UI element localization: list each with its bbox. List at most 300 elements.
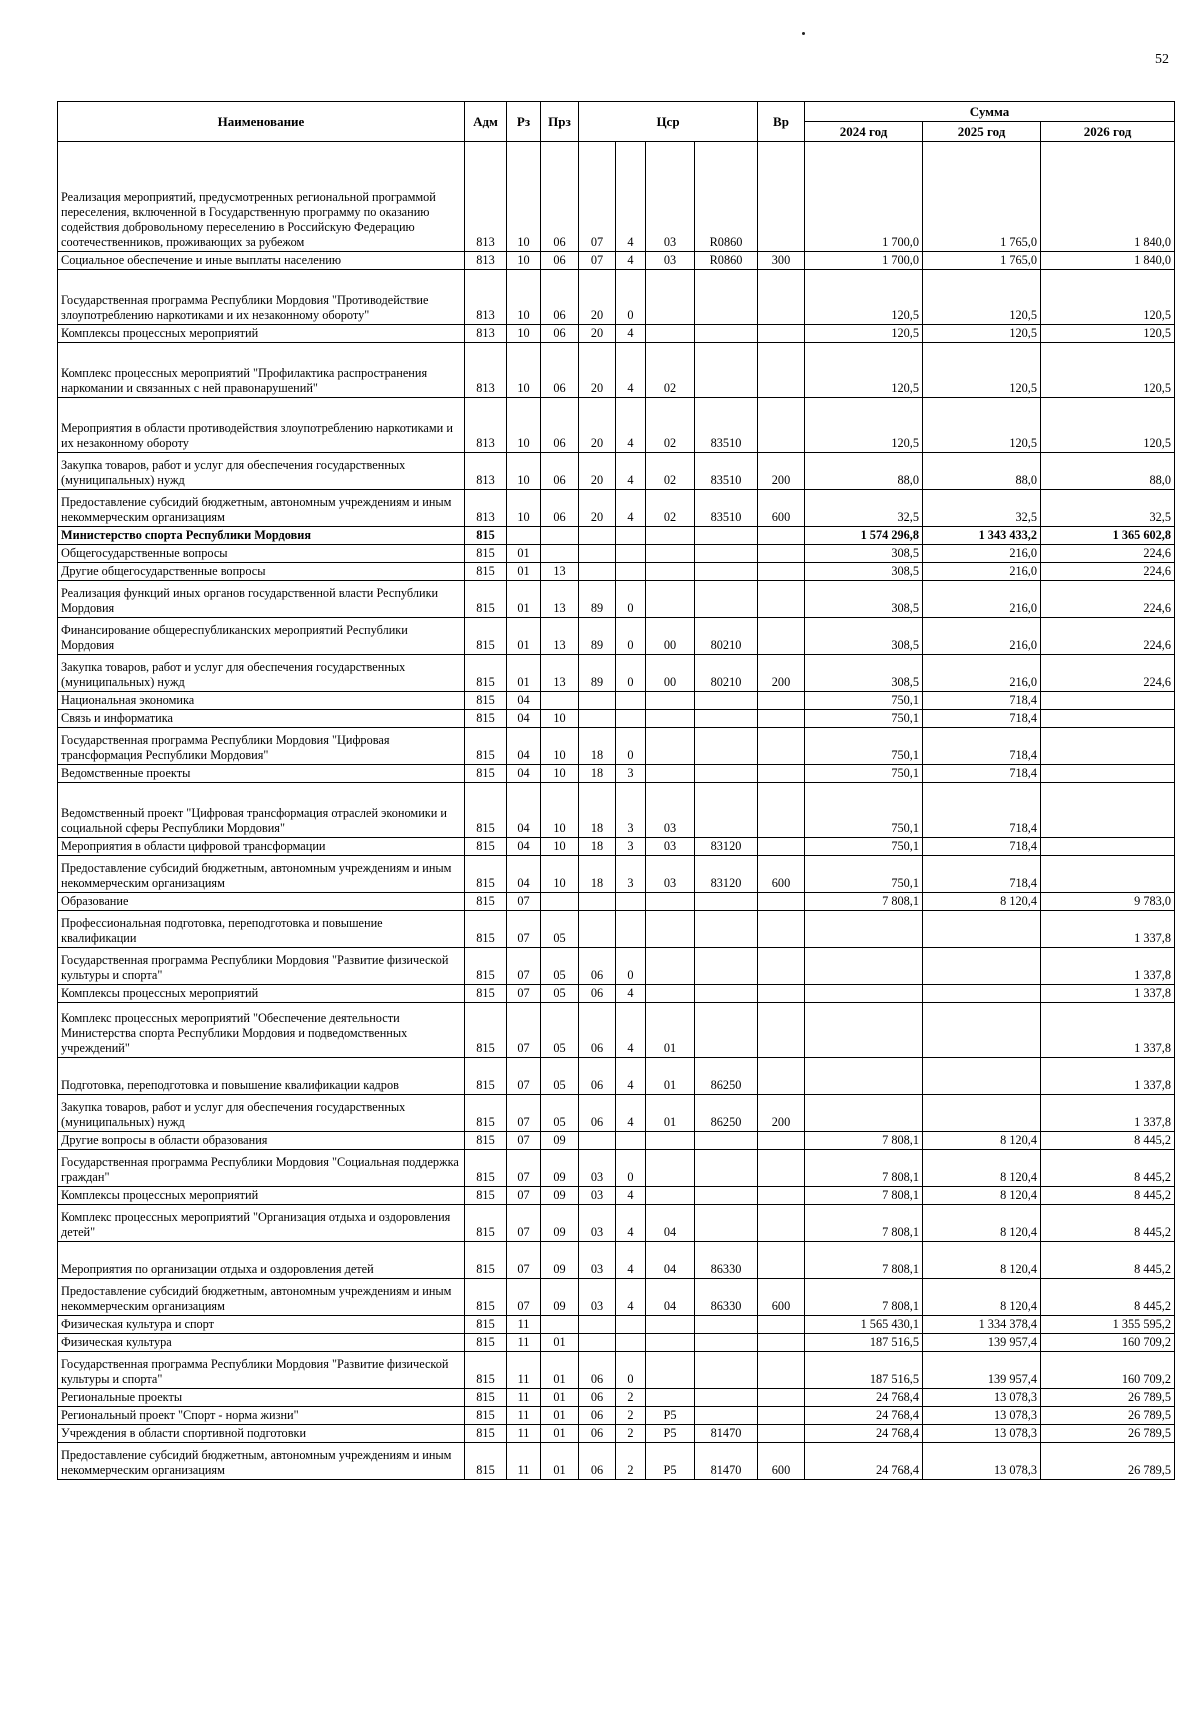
row-sum-2026: 26 789,5 <box>1041 1425 1175 1443</box>
row-sum-2025: 13 078,3 <box>923 1407 1041 1425</box>
row-prz: 06 <box>541 252 579 270</box>
table-row <box>58 1334 1175 1352</box>
row-sum-2024 <box>805 948 923 985</box>
row-sum-2025: 1 334 378,4 <box>923 1316 1041 1334</box>
row-rz: 01 <box>507 545 541 563</box>
row-csr-type: 3 <box>616 765 646 783</box>
row-csr-program <box>579 692 616 710</box>
row-csr-direction <box>695 563 758 581</box>
row-csr-program: 03 <box>579 1150 616 1187</box>
row-sum-2024: 750,1 <box>805 765 923 783</box>
row-csr-direction: 86250 <box>695 1058 758 1095</box>
row-csr-program: 20 <box>579 270 616 325</box>
row-adm: 815 <box>465 1425 507 1443</box>
row-csr-program: 06 <box>579 1095 616 1132</box>
row-csr-structure: P5 <box>646 1443 695 1480</box>
table-row <box>58 398 1175 453</box>
table-row <box>58 1407 1175 1425</box>
row-name: Финансирование общереспубликанских мероприятий Республики Мордовия <box>58 618 465 655</box>
row-sum-2026 <box>1041 856 1175 893</box>
row-vr: 600 <box>758 856 805 893</box>
row-name: Комплексы процессных мероприятий <box>58 1187 465 1205</box>
row-adm: 815 <box>465 1242 507 1279</box>
row-csr-direction <box>695 527 758 545</box>
row-sum-2025: 88,0 <box>923 453 1041 490</box>
row-csr-structure <box>646 1389 695 1407</box>
table-row <box>58 142 1175 252</box>
row-csr-structure: 03 <box>646 142 695 252</box>
row-sum-2026: 120,5 <box>1041 325 1175 343</box>
row-prz: 09 <box>541 1132 579 1150</box>
row-name: Национальная экономика <box>58 692 465 710</box>
row-sum-2024: 308,5 <box>805 545 923 563</box>
table-row <box>58 655 1175 692</box>
row-adm: 815 <box>465 1389 507 1407</box>
row-prz: 05 <box>541 911 579 948</box>
row-csr-structure <box>646 1150 695 1187</box>
row-csr-type: 4 <box>616 1058 646 1095</box>
table-row <box>58 270 1175 325</box>
row-sum-2024: 120,5 <box>805 398 923 453</box>
row-csr-type: 2 <box>616 1443 646 1480</box>
row-adm: 815 <box>465 893 507 911</box>
row-adm: 815 <box>465 1352 507 1389</box>
row-csr-direction <box>695 783 758 838</box>
row-csr-program: 03 <box>579 1187 616 1205</box>
row-sum-2024: 750,1 <box>805 838 923 856</box>
row-rz: 07 <box>507 1205 541 1242</box>
row-csr-structure <box>646 985 695 1003</box>
table-row <box>58 710 1175 728</box>
row-csr-type: 4 <box>616 1242 646 1279</box>
row-csr-program <box>579 893 616 911</box>
table-row <box>58 490 1175 527</box>
row-name: Подготовка, переподготовка и повышение квалификации кадров <box>58 1058 465 1095</box>
row-sum-2024: 308,5 <box>805 581 923 618</box>
row-vr <box>758 1187 805 1205</box>
row-csr-program <box>579 563 616 581</box>
row-vr <box>758 545 805 563</box>
row-csr-direction <box>695 1150 758 1187</box>
row-sum-2025: 120,5 <box>923 325 1041 343</box>
row-csr-program <box>579 911 616 948</box>
table-row <box>58 581 1175 618</box>
row-name: Комплексы процессных мероприятий <box>58 985 465 1003</box>
row-csr-type <box>616 1132 646 1150</box>
header-vr: Вр <box>758 102 805 142</box>
row-adm: 813 <box>465 325 507 343</box>
row-prz: 01 <box>541 1334 579 1352</box>
row-sum-2025: 8 120,4 <box>923 893 1041 911</box>
row-sum-2025: 8 120,4 <box>923 1150 1041 1187</box>
row-csr-structure: 03 <box>646 856 695 893</box>
row-sum-2026: 26 789,5 <box>1041 1443 1175 1480</box>
row-sum-2024: 308,5 <box>805 655 923 692</box>
header-sum: Сумма <box>805 102 1175 122</box>
row-sum-2026: 120,5 <box>1041 270 1175 325</box>
row-rz: 10 <box>507 270 541 325</box>
row-csr-direction: 86330 <box>695 1242 758 1279</box>
row-rz: 07 <box>507 1187 541 1205</box>
row-name: Министерство спорта Республики Мордовия <box>58 527 465 545</box>
row-prz: 09 <box>541 1242 579 1279</box>
row-adm: 815 <box>465 1003 507 1058</box>
row-adm: 815 <box>465 1095 507 1132</box>
row-csr-type: 4 <box>616 398 646 453</box>
row-prz: 09 <box>541 1279 579 1316</box>
row-rz: 07 <box>507 1003 541 1058</box>
row-csr-direction <box>695 765 758 783</box>
row-csr-type: 0 <box>616 1352 646 1389</box>
row-rz: 11 <box>507 1407 541 1425</box>
row-csr-direction <box>695 710 758 728</box>
row-csr-program: 07 <box>579 252 616 270</box>
row-csr-program: 06 <box>579 1407 616 1425</box>
row-rz: 07 <box>507 1132 541 1150</box>
row-sum-2026: 1 337,8 <box>1041 911 1175 948</box>
row-csr-type: 4 <box>616 325 646 343</box>
row-csr-direction <box>695 893 758 911</box>
row-name: Мероприятия в области противодействия злоупотреблению наркотиками и их незаконному обороту <box>58 398 465 453</box>
row-csr-structure: 03 <box>646 838 695 856</box>
row-vr <box>758 1316 805 1334</box>
row-csr-direction <box>695 728 758 765</box>
row-adm: 813 <box>465 453 507 490</box>
row-name: Физическая культура <box>58 1334 465 1352</box>
header-csr: Цср <box>579 102 758 142</box>
table-row <box>58 692 1175 710</box>
row-prz <box>541 692 579 710</box>
row-csr-type <box>616 692 646 710</box>
table-body <box>58 142 1175 1480</box>
row-sum-2026: 32,5 <box>1041 490 1175 527</box>
row-sum-2025: 216,0 <box>923 655 1041 692</box>
row-csr-program: 20 <box>579 490 616 527</box>
row-name: Реализация мероприятий, предусмотренных региональной программой переселения, включенной в Государственную программу по оказанию содействия добровольному переселению в Российскую Федерацию соотечественников, проживающих за рубежом <box>58 142 465 252</box>
page-number: 52 <box>1155 52 1169 67</box>
row-sum-2026: 160 709,2 <box>1041 1352 1175 1389</box>
row-sum-2024 <box>805 911 923 948</box>
row-csr-type: 4 <box>616 453 646 490</box>
table-row <box>58 1443 1175 1480</box>
row-prz: 09 <box>541 1205 579 1242</box>
row-vr <box>758 1132 805 1150</box>
row-adm: 815 <box>465 856 507 893</box>
row-adm: 813 <box>465 343 507 398</box>
table-row <box>58 728 1175 765</box>
row-rz: 04 <box>507 838 541 856</box>
row-prz <box>541 893 579 911</box>
table-row <box>58 1352 1175 1389</box>
row-prz: 13 <box>541 618 579 655</box>
row-csr-direction <box>695 325 758 343</box>
row-csr-structure: 04 <box>646 1279 695 1316</box>
row-csr-structure <box>646 1132 695 1150</box>
row-prz <box>541 545 579 563</box>
row-sum-2025 <box>923 1003 1041 1058</box>
row-sum-2026 <box>1041 838 1175 856</box>
row-sum-2026: 1 365 602,8 <box>1041 527 1175 545</box>
row-rz: 10 <box>507 343 541 398</box>
row-name: Ведомственный проект "Цифровая трансформация отраслей экономики и социальной сферы Республики Мордовия" <box>58 783 465 838</box>
row-name: Закупка товаров, работ и услуг для обеспечения государственных (муниципальных) нужд <box>58 1095 465 1132</box>
row-vr <box>758 1425 805 1443</box>
row-adm: 815 <box>465 911 507 948</box>
row-rz <box>507 527 541 545</box>
row-csr-program: 20 <box>579 325 616 343</box>
row-adm: 815 <box>465 618 507 655</box>
table-row <box>58 1150 1175 1187</box>
row-adm: 815 <box>465 710 507 728</box>
row-sum-2025: 718,4 <box>923 838 1041 856</box>
table-row <box>58 1058 1175 1095</box>
row-rz: 07 <box>507 1058 541 1095</box>
row-adm: 815 <box>465 563 507 581</box>
row-csr-structure <box>646 948 695 985</box>
row-csr-structure: 03 <box>646 783 695 838</box>
row-sum-2024: 7 808,1 <box>805 1279 923 1316</box>
row-sum-2024: 24 768,4 <box>805 1389 923 1407</box>
row-sum-2026: 1 840,0 <box>1041 252 1175 270</box>
row-csr-program: 03 <box>579 1242 616 1279</box>
row-sum-2025: 13 078,3 <box>923 1443 1041 1480</box>
row-csr-direction <box>695 692 758 710</box>
row-vr: 200 <box>758 453 805 490</box>
row-sum-2024: 187 516,5 <box>805 1352 923 1389</box>
row-prz: 05 <box>541 1003 579 1058</box>
row-vr <box>758 692 805 710</box>
row-rz: 07 <box>507 948 541 985</box>
table-row <box>58 911 1175 948</box>
row-rz: 04 <box>507 856 541 893</box>
row-sum-2024: 24 768,4 <box>805 1407 923 1425</box>
row-sum-2024: 24 768,4 <box>805 1443 923 1480</box>
row-csr-direction <box>695 1334 758 1352</box>
table-row <box>58 1095 1175 1132</box>
row-csr-program <box>579 527 616 545</box>
row-csr-type: 3 <box>616 838 646 856</box>
row-adm: 815 <box>465 1334 507 1352</box>
row-sum-2025 <box>923 1058 1041 1095</box>
row-sum-2026: 1 337,8 <box>1041 948 1175 985</box>
table-row <box>58 252 1175 270</box>
row-sum-2025: 718,4 <box>923 692 1041 710</box>
row-rz: 01 <box>507 618 541 655</box>
row-sum-2025 <box>923 1095 1041 1132</box>
row-csr-type: 4 <box>616 142 646 252</box>
row-name: Образование <box>58 893 465 911</box>
row-csr-program: 06 <box>579 1443 616 1480</box>
row-csr-program <box>579 710 616 728</box>
row-name: Комплексы процессных мероприятий <box>58 325 465 343</box>
row-csr-direction <box>695 581 758 618</box>
row-sum-2025: 13 078,3 <box>923 1389 1041 1407</box>
row-sum-2024: 1 700,0 <box>805 252 923 270</box>
row-sum-2024: 750,1 <box>805 710 923 728</box>
row-rz: 07 <box>507 1279 541 1316</box>
row-vr <box>758 581 805 618</box>
row-csr-structure: 00 <box>646 655 695 692</box>
row-csr-direction <box>695 948 758 985</box>
row-csr-program: 06 <box>579 1003 616 1058</box>
header-year-2026: 2026 год <box>1041 122 1175 142</box>
row-csr-structure: P5 <box>646 1407 695 1425</box>
row-name: Общегосударственные вопросы <box>58 545 465 563</box>
row-csr-structure: 00 <box>646 618 695 655</box>
row-sum-2026: 8 445,2 <box>1041 1132 1175 1150</box>
row-adm: 815 <box>465 1443 507 1480</box>
row-sum-2026: 8 445,2 <box>1041 1150 1175 1187</box>
row-vr: 200 <box>758 1095 805 1132</box>
row-vr <box>758 893 805 911</box>
row-adm: 815 <box>465 1205 507 1242</box>
row-sum-2026: 8 445,2 <box>1041 1205 1175 1242</box>
row-prz: 06 <box>541 142 579 252</box>
row-name: Предоставление субсидий бюджетным, автономным учреждениям и иным некоммерческим организациям <box>58 1279 465 1316</box>
row-csr-program: 18 <box>579 856 616 893</box>
row-name: Физическая культура и спорт <box>58 1316 465 1334</box>
row-sum-2026: 120,5 <box>1041 398 1175 453</box>
row-name: Государственная программа Республики Мордовия "Цифровая трансформация Республики Мордовия" <box>58 728 465 765</box>
row-rz: 07 <box>507 1242 541 1279</box>
row-rz: 07 <box>507 1095 541 1132</box>
row-rz: 07 <box>507 911 541 948</box>
row-sum-2026: 9 783,0 <box>1041 893 1175 911</box>
row-csr-type: 4 <box>616 343 646 398</box>
row-csr-type <box>616 1334 646 1352</box>
row-sum-2026: 8 445,2 <box>1041 1187 1175 1205</box>
row-csr-structure: 04 <box>646 1205 695 1242</box>
row-prz: 13 <box>541 581 579 618</box>
row-adm: 815 <box>465 948 507 985</box>
row-sum-2024: 1 700,0 <box>805 142 923 252</box>
row-csr-type: 4 <box>616 252 646 270</box>
row-rz: 10 <box>507 453 541 490</box>
row-prz: 05 <box>541 985 579 1003</box>
row-prz: 01 <box>541 1352 579 1389</box>
row-csr-type: 4 <box>616 985 646 1003</box>
row-csr-direction <box>695 985 758 1003</box>
row-rz: 11 <box>507 1334 541 1352</box>
row-adm: 815 <box>465 581 507 618</box>
row-csr-direction <box>695 911 758 948</box>
row-csr-type <box>616 710 646 728</box>
row-name: Профессиональная подготовка, переподготовка и повышение квалификации <box>58 911 465 948</box>
row-csr-direction <box>695 1389 758 1407</box>
row-csr-program <box>579 1132 616 1150</box>
row-sum-2025: 216,0 <box>923 618 1041 655</box>
row-csr-direction <box>695 1187 758 1205</box>
row-csr-type <box>616 527 646 545</box>
row-vr <box>758 398 805 453</box>
row-sum-2026: 26 789,5 <box>1041 1407 1175 1425</box>
row-csr-structure: 02 <box>646 343 695 398</box>
row-csr-direction <box>695 1205 758 1242</box>
header-name: Наименование <box>58 102 465 142</box>
row-csr-direction <box>695 1132 758 1150</box>
row-csr-program: 06 <box>579 948 616 985</box>
row-csr-type <box>616 911 646 948</box>
row-adm: 815 <box>465 1187 507 1205</box>
header-year-2024: 2024 год <box>805 122 923 142</box>
row-vr <box>758 1352 805 1389</box>
row-rz: 10 <box>507 490 541 527</box>
row-rz: 04 <box>507 765 541 783</box>
row-csr-direction <box>695 1003 758 1058</box>
row-name: Другие общегосударственные вопросы <box>58 563 465 581</box>
row-csr-structure <box>646 1316 695 1334</box>
row-csr-program: 06 <box>579 985 616 1003</box>
row-vr <box>758 765 805 783</box>
row-csr-type: 0 <box>616 948 646 985</box>
row-vr: 600 <box>758 1443 805 1480</box>
row-csr-structure <box>646 545 695 563</box>
row-csr-direction: 81470 <box>695 1425 758 1443</box>
table-row <box>58 545 1175 563</box>
row-prz: 05 <box>541 948 579 985</box>
row-csr-program: 18 <box>579 728 616 765</box>
row-prz: 01 <box>541 1389 579 1407</box>
row-adm: 813 <box>465 142 507 252</box>
row-adm: 813 <box>465 252 507 270</box>
row-vr <box>758 527 805 545</box>
row-name: Комплекс процессных мероприятий "Профилактика распространения наркомании и связанных с ней правонарушений" <box>58 343 465 398</box>
row-rz: 11 <box>507 1352 541 1389</box>
row-sum-2024 <box>805 1003 923 1058</box>
row-csr-type: 0 <box>616 581 646 618</box>
row-csr-program: 20 <box>579 398 616 453</box>
row-sum-2026 <box>1041 783 1175 838</box>
row-csr-program <box>579 1334 616 1352</box>
row-prz: 13 <box>541 563 579 581</box>
row-csr-direction <box>695 1407 758 1425</box>
row-sum-2025 <box>923 985 1041 1003</box>
row-rz: 11 <box>507 1316 541 1334</box>
row-csr-program: 06 <box>579 1425 616 1443</box>
row-prz: 10 <box>541 783 579 838</box>
row-rz: 11 <box>507 1425 541 1443</box>
table-row <box>58 838 1175 856</box>
row-sum-2025: 1 765,0 <box>923 142 1041 252</box>
row-sum-2024: 120,5 <box>805 270 923 325</box>
row-sum-2024 <box>805 985 923 1003</box>
table-row <box>58 563 1175 581</box>
row-rz: 07 <box>507 985 541 1003</box>
row-rz: 04 <box>507 692 541 710</box>
row-sum-2025: 216,0 <box>923 563 1041 581</box>
scan-speck <box>802 32 805 35</box>
row-name: Предоставление субсидий бюджетным, автономным учреждениям и иным некоммерческим организациям <box>58 1443 465 1480</box>
table-header <box>58 102 1175 142</box>
row-adm: 815 <box>465 1058 507 1095</box>
row-csr-direction: 86250 <box>695 1095 758 1132</box>
row-vr <box>758 911 805 948</box>
row-csr-structure: 01 <box>646 1058 695 1095</box>
row-sum-2024: 120,5 <box>805 343 923 398</box>
row-sum-2025: 32,5 <box>923 490 1041 527</box>
row-sum-2024: 88,0 <box>805 453 923 490</box>
row-sum-2026: 224,6 <box>1041 545 1175 563</box>
table-row <box>58 527 1175 545</box>
row-sum-2025: 718,4 <box>923 783 1041 838</box>
row-sum-2024: 7 808,1 <box>805 1242 923 1279</box>
row-vr <box>758 1058 805 1095</box>
row-name: Мероприятия по организации отдыха и оздоровления детей <box>58 1242 465 1279</box>
row-prz: 13 <box>541 655 579 692</box>
row-sum-2026: 160 709,2 <box>1041 1334 1175 1352</box>
row-sum-2026: 224,6 <box>1041 655 1175 692</box>
row-name: Связь и информатика <box>58 710 465 728</box>
